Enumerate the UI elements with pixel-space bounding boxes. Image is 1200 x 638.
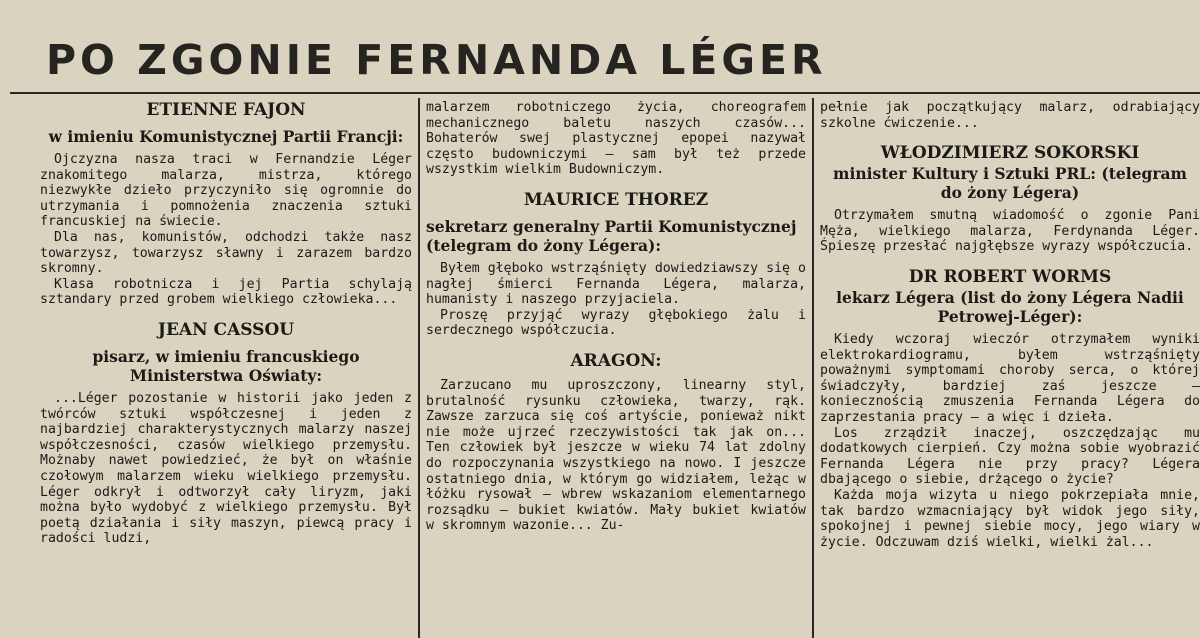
section-role-cassou: pisarz, w imieniu francuskiego Ministerstwa Oświaty: xyxy=(92,346,360,385)
paragraph: Proszę przyjąć wyrazy głębokiego żalu i serdecznego współczucia. xyxy=(426,307,806,339)
paragraph: ...Léger pozostanie w historii jako jeden z twórców sztuki współczesnej i jeden z najbardziej charakterystycznych malarzy naszej współczesności, czasów wielkiego przemysłu. Możnaby nawet powiedzieć, że był on właśnie czołowym malarzem wieku wielkiego przemysłu. Léger odkrył i odtworzył cały liryzm, jaki można było wydobyć z wielkiego przemysłu. Był poetą działania i siły maszyn, piewcą pracy i radości ludzi, xyxy=(40,390,412,547)
section-role-thorez: sekretarz generalny Partii Komunistycznej (telegram do żony Légera): xyxy=(426,216,797,255)
paragraph: Zarzucano mu uproszczony, linearny styl, brutalność rysunku człowieka, twarzy, rąk. Zawsze zarzuca się coś artyście, ponieważ nikt nie może ujrzeć rzeczywistości tak jak on... Ten człowiek był jeszcze w wieku 74 lat zdolny do rozpoczynania wszystkiego na nowo. I jeszcze ostatniego dnia, w którym go widziałem, leżąc w łóżku rysował — wbrew wskazaniom elementarnego rozsądku — bukiet kwiatów. Mały bukiet kwiatów w skromnym wazonie... Zu- xyxy=(426,377,806,534)
paragraph: Każda moja wizyta u niego pokrzepiała mnie, tak bardzo wzmacniający był widok jego siły, spokojnej i pewnej siebie mocy, jego wiary w życie. Odczuwam dziś wielki, wielki żal... xyxy=(820,487,1200,550)
section-author-aragon: ARAGON: xyxy=(570,350,662,371)
paragraph: Los zrządził inaczej, oszczędzając mu dodatkowych cierpień. Czy można sobie wyobrazić Fernanda Légera nie przy pracy? Légera dbającego o siebie, drżącego o życie? xyxy=(820,425,1200,488)
paragraph: Klasa robotnicza i jej Partia schylają sztandary przed grobem wielkiego człowieka... xyxy=(40,276,412,308)
paragraph: Kiedy wczoraj wieczór otrzymałem wyniki elektrokardiogramu, byłem wstrząśnięty poważnymi symptomami choroby serca, o której świadczyły, bardziej zaś jeszcze — koniecznością zmuszenia Fernanda Légera do zaprzestania pracy — a więc i dzieła. xyxy=(820,331,1200,425)
section-role-worms: lekarz Légera (list do żony Légera Nadii Petrowej-Léger): xyxy=(836,287,1184,326)
headline: PO ZGONIE FERNANDA LÉGER xyxy=(46,36,827,84)
section-role-fajon: w imieniu Komunistycznej Partii Francji: xyxy=(48,127,404,146)
section-author-cassou: JEAN CASSOU xyxy=(157,319,295,340)
paragraph: Dla nas, komunistów, odchodzi także nasz towarzysz, towarzysz sławny i zarazem bardzo skromny. xyxy=(40,229,412,277)
paragraph: Ojczyzna nasza traci w Fernandzie Léger znakomitego malarza, mistrza, którego niezwykłe dzieło przyczyniło się ogromnie do utrzymania i pomnożenia znaczenia sztuki francuskiej na świecie. xyxy=(40,152,412,230)
section-author-fajon: ETIENNE FAJON xyxy=(146,100,306,120)
section-role-sokorski: minister Kultury i Sztuki PRL: (telegram do żony Légera) xyxy=(833,164,1187,203)
column-1 xyxy=(40,100,412,637)
section-author-worms: DR ROBERT WORMS xyxy=(908,266,1112,287)
column-2 xyxy=(426,100,806,637)
headline-rule xyxy=(10,92,1200,94)
column-rule-1 xyxy=(418,98,420,638)
paragraph-continued: pełnie jak początkujący malarz, odrabiający szkolne ćwiczenie... xyxy=(820,100,1200,131)
column-3 xyxy=(820,100,1200,637)
paragraph-continued: malarzem robotniczego życia, choreografem mechanicznego baletu naszych czasów... Bohaterów swej plastycznej epopei nazywał często budowniczymi — sam był też przede wszystkim wielkim Budowniczym. xyxy=(426,100,806,178)
paragraph: Otrzymałem smutną wiadomość o zgonie Pani Męża, wielkiego malarza, Ferdynanda Léger. Śpieszę przesłać najgłębsze wyrazy współczucia. xyxy=(820,208,1200,255)
column-rule-2 xyxy=(812,98,814,638)
paragraph: Byłem głęboko wstrząśnięty dowiedziawszy się o nagłej śmierci Fernanda Légera, malarza, humanisty i naszego przyjaciela. xyxy=(426,260,806,308)
section-author-sokorski: WŁODZIMIERZ SOKORSKI xyxy=(880,143,1140,164)
section-author-thorez: MAURICE THOREZ xyxy=(523,189,709,210)
